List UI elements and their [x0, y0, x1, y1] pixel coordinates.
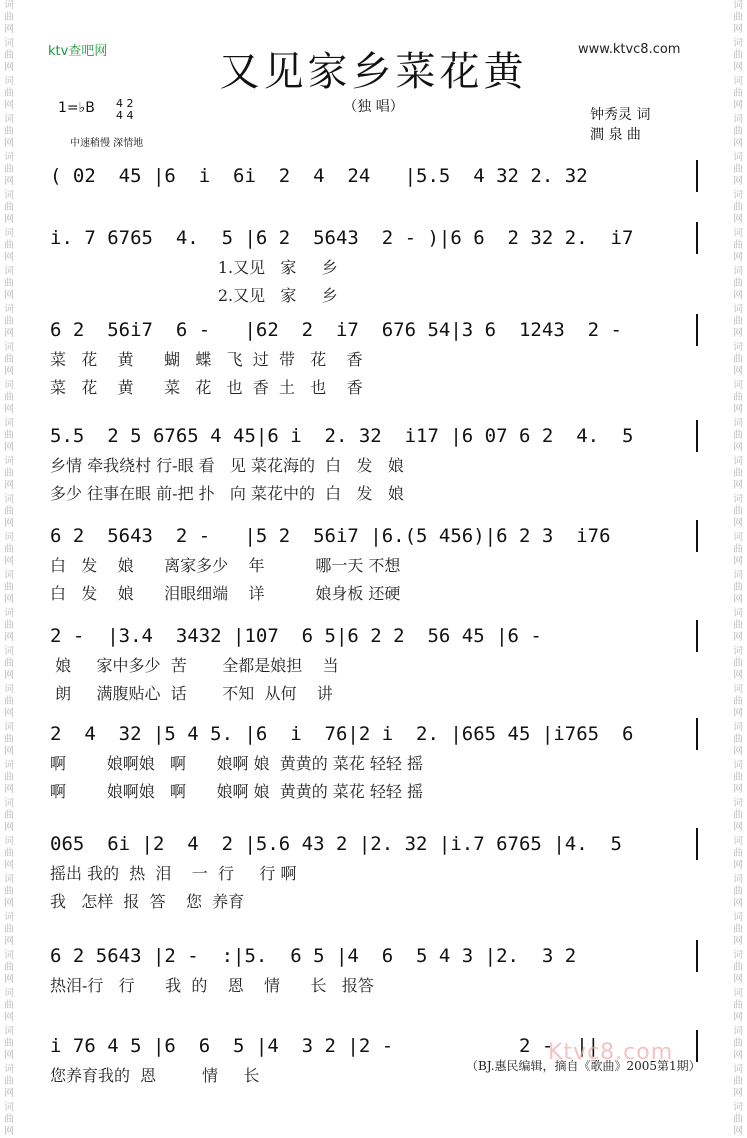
side-mark-text: 词曲网 [733, 532, 743, 567]
side-mark-text: 词曲网 [733, 342, 743, 377]
side-mark-text: 词曲网 [733, 304, 743, 339]
side-mark-text: 词曲网 [4, 722, 14, 757]
notation-line: 6 2 5643 2 - |5 2 56i7 |6.(5 456)|6 2 3 i76 [50, 525, 611, 547]
bar-line [696, 828, 698, 860]
bar-line [696, 420, 698, 452]
side-mark-text: 词曲网 [733, 608, 743, 643]
lyric-line-1: 白 发 娘 离家多少 年 哪一天 不想 [50, 556, 401, 575]
lyric-line-2: 朗 满腹贴心 话 不知 从何 讲 [50, 684, 333, 703]
side-mark-text: 词曲网 [4, 1026, 14, 1061]
lyric-line-1: 摇出 我的 热 泪 一 行 行 啊 [50, 864, 297, 883]
side-mark-text: 词曲网 [4, 228, 14, 263]
side-mark-text: 词曲网 [4, 912, 14, 947]
side-mark-text: 词曲网 [4, 760, 14, 795]
side-mark-text: 词曲网 [733, 874, 743, 909]
side-mark-text: 词曲网 [733, 912, 743, 947]
side-mark-text: 词曲网 [733, 684, 743, 719]
notation-line: 2 4 32 |5 4 5. |6 i 76|2 i 2. |665 45 |i765 6 [50, 723, 634, 745]
bar-line [696, 718, 698, 750]
lyric-line-1: 啊 娘啊娘 啊 娘啊 娘 黄黄的 菜花 轻轻 摇 [50, 754, 423, 773]
side-mark-text: 词曲网 [4, 190, 14, 225]
side-mark-text: 词曲网 [733, 836, 743, 871]
lyric-line-2: 菜 花 黄 菜 花 也 香 土 也 香 [50, 378, 363, 397]
side-mark-text: 词曲网 [733, 380, 743, 415]
side-mark-text: 词曲网 [733, 570, 743, 605]
side-mark-text: 词曲网 [4, 836, 14, 871]
side-mark-text: 词曲网 [733, 722, 743, 757]
side-mark-text: 词曲网 [733, 266, 743, 301]
lyric-line-2: 啊 娘啊娘 啊 娘啊 娘 黄黄的 菜花 轻轻 摇 [50, 782, 423, 801]
side-watermark-left [2, 0, 16, 1137]
side-mark-text: 词曲网 [733, 114, 743, 149]
lyricist-credit: 钟秀灵 词 [590, 107, 651, 123]
tempo-marking: 中速稍慢 深情地 [70, 138, 144, 149]
bar-line [696, 160, 698, 192]
side-mark-text: 词曲网 [4, 532, 14, 567]
side-mark-text: 词曲网 [4, 988, 14, 1023]
site-logo-left[interactable]: ktv查吧网 [48, 44, 108, 59]
side-mark-text: 词曲网 [4, 38, 14, 73]
source-note: （BJ.惠民编辑，摘自《歌曲》2005第1期） [466, 1059, 701, 1073]
watermark-logo: Ktvc8.com [548, 1040, 674, 1065]
notation-line: 5.5 2 5 6765 4 45|6 i 2. 32 i17 |6 07 6 2 4. 5 [50, 425, 634, 447]
lyric-line-2: 2.又见 家 乡 [50, 286, 338, 305]
side-mark-text: 词曲网 [4, 342, 14, 377]
side-mark-text: 词曲网 [733, 798, 743, 833]
side-mark-text: 词曲网 [4, 1064, 14, 1099]
performance-type: （独 唱） [343, 99, 404, 115]
side-mark-text: 词曲网 [733, 456, 743, 491]
bar-line [696, 620, 698, 652]
lyric-line-1: 1.又见 家 乡 [50, 258, 338, 277]
side-mark-text: 词曲网 [4, 494, 14, 529]
side-mark-text: 词曲网 [733, 76, 743, 111]
side-mark-text: 词曲网 [4, 114, 14, 149]
side-mark-text: 词曲网 [733, 988, 743, 1023]
notation-line: 2 - |3.4 3432 |107 6 5|6 2 2 56 45 |6 - [50, 625, 542, 647]
side-mark-text: 词曲网 [4, 798, 14, 833]
song-title: 又见家乡菜花黄 [219, 49, 528, 95]
time-signature [116, 98, 134, 122]
side-mark-text: 词曲网 [4, 874, 14, 909]
side-mark-text: 词曲网 [733, 950, 743, 985]
meter-bottom: 4 4 [116, 109, 134, 122]
side-mark-text: 词曲网 [4, 0, 14, 35]
lyric-line-1: 娘 家中多少 苦 全都是娘担 当 [50, 656, 339, 675]
side-mark-text: 词曲网 [733, 190, 743, 225]
bar-line [696, 314, 698, 346]
lyric-line-2: 多少 往事在眼 前-把 扑 向 菜花中的 白 发 娘 [50, 484, 404, 503]
composer-credit: 澗 泉 曲 [590, 127, 641, 143]
side-mark-text: 词曲网 [4, 266, 14, 301]
side-mark-text: 词曲网 [4, 304, 14, 339]
side-mark-text: 词曲网 [733, 646, 743, 681]
notation-line: 6 2 56i7 6 - |62 2 i7 676 54|3 6 1243 2 - [50, 319, 622, 341]
notation-line: i 76 4 5 |6 6 5 |4 3 2 |2 - 2 - || [50, 1035, 600, 1057]
meter-top: 4 2 [116, 97, 134, 110]
bar-line [696, 520, 698, 552]
lyric-line-1: 您养育我的 恩 情 长 [50, 1066, 260, 1085]
bar-line [696, 940, 698, 972]
side-mark-text: 词曲网 [4, 950, 14, 985]
notation-line: i. 7 6765 4. 5 |6 2 5643 2 - )|6 6 2 32 2. i7 [50, 227, 634, 249]
site-url-right[interactable]: www.ktvc8.com [578, 42, 681, 57]
side-mark-text: 词曲网 [733, 0, 743, 35]
notation-line: 6 2 5643 |2 - :|5. 6 5 |4 6 5 4 3 |2. 3 2 [50, 945, 577, 967]
side-mark-text: 词曲网 [4, 418, 14, 453]
bar-line [696, 222, 698, 254]
side-mark-text: 词曲网 [733, 1064, 743, 1099]
side-mark-text: 词曲网 [733, 228, 743, 263]
side-mark-text: 词曲网 [4, 608, 14, 643]
side-mark-text: 词曲网 [4, 570, 14, 605]
notation-line: 065 6i |2 4 2 |5.6 43 2 |2. 32 |i.7 6765 |4. 5 [50, 833, 622, 855]
notation-line: ( 02 45 |6 i 6i 2 4 24 |5.5 4 32 2. 32 [50, 165, 588, 187]
side-mark-text: 词曲网 [733, 1102, 743, 1137]
side-mark-text: 词曲网 [4, 646, 14, 681]
lyric-line-2: 我 怎样 报 答 您 养育 [50, 892, 245, 911]
side-mark-text: 词曲网 [733, 494, 743, 529]
side-mark-text: 词曲网 [733, 760, 743, 795]
side-watermark-right [731, 0, 745, 1137]
side-mark-text: 词曲网 [4, 1102, 14, 1137]
lyric-line-1: 菜 花 黄 蝴 蝶 飞 过 带 花 香 [50, 350, 363, 369]
lyric-line-1: 热泪-行 行 我 的 恩 情 长 报答 [50, 976, 374, 995]
side-mark-text: 词曲网 [4, 76, 14, 111]
side-mark-text: 词曲网 [733, 1026, 743, 1061]
side-mark-text: 词曲网 [733, 38, 743, 73]
key-signature: 1=♭B [58, 100, 95, 116]
lyric-line-2: 白 发 娘 泪眼细端 详 娘身板 还硬 [50, 584, 401, 603]
side-mark-text: 词曲网 [4, 684, 14, 719]
side-mark-text: 词曲网 [733, 418, 743, 453]
lyric-line-1: 乡情 牵我绕村 行-眼 看 见 菜花海的 白 发 娘 [50, 456, 404, 475]
side-mark-text: 词曲网 [4, 456, 14, 491]
side-mark-text: 词曲网 [733, 152, 743, 187]
side-mark-text: 词曲网 [4, 152, 14, 187]
side-mark-text: 词曲网 [4, 380, 14, 415]
